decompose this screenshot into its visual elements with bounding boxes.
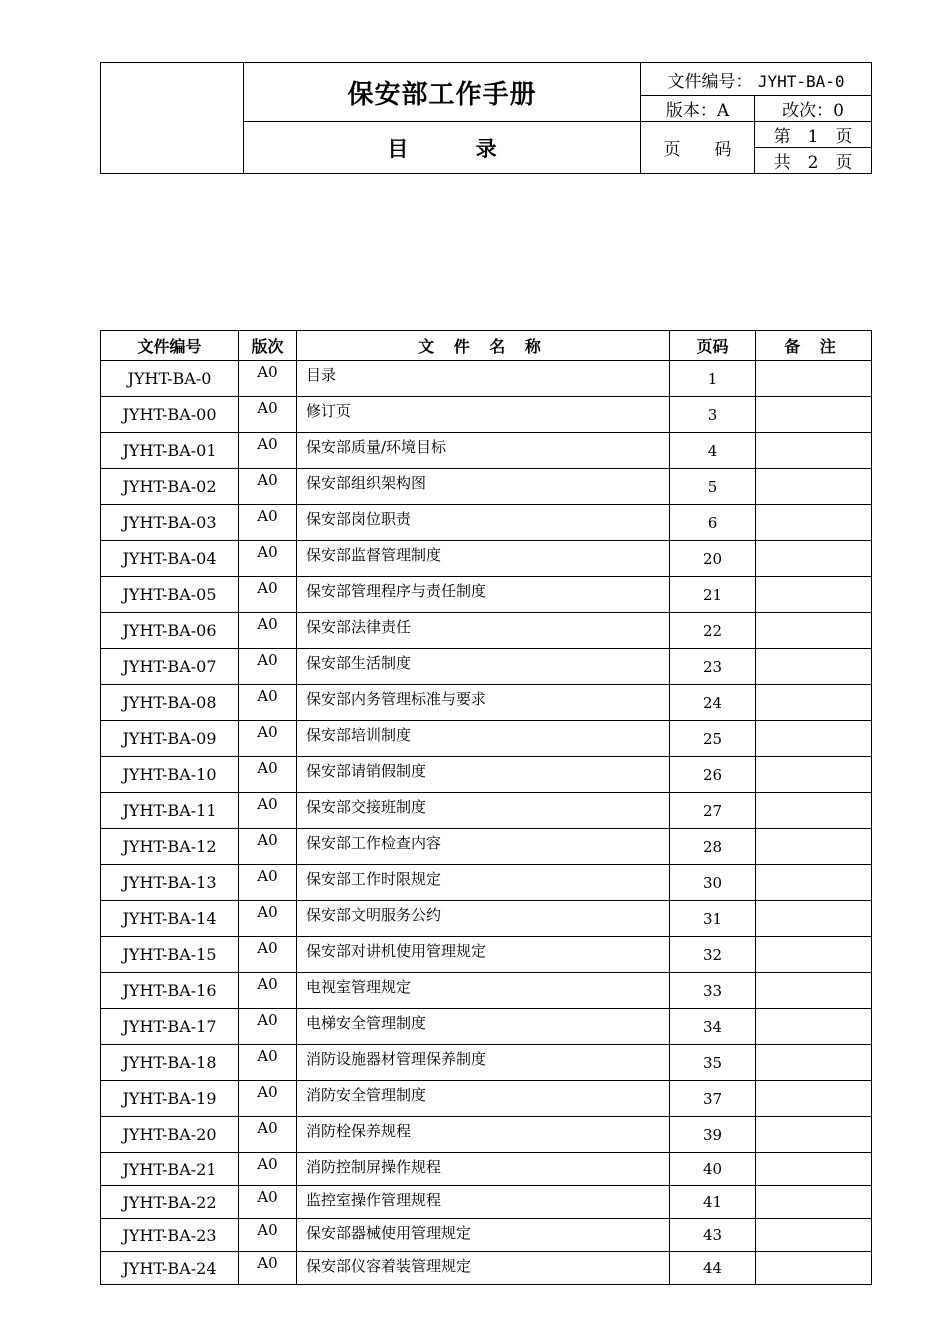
row-doc-name: 消防安全管理制度 <box>297 1081 670 1117</box>
row-doc-number: JYHT-BA-11 <box>101 793 239 829</box>
row-page: 22 <box>670 613 756 649</box>
row-doc-name: 保安部组织架构图 <box>297 469 670 505</box>
table-row <box>101 1252 872 1285</box>
row-doc-number: JYHT-BA-20 <box>101 1117 239 1153</box>
row-page: 23 <box>670 649 756 685</box>
document-header <box>100 62 872 174</box>
row-doc-number: JYHT-BA-14 <box>101 901 239 937</box>
row-doc-number: JYHT-BA-17 <box>101 1009 239 1045</box>
row-doc-number: JYHT-BA-23 <box>101 1219 239 1252</box>
version: 版本：A <box>641 96 755 122</box>
row-doc-name: 保安部交接班制度 <box>297 793 670 829</box>
row-doc-name: 保安部监督管理制度 <box>297 541 670 577</box>
row-version: A0 <box>239 901 297 937</box>
table-row <box>101 469 872 505</box>
row-note <box>756 577 872 613</box>
table-row <box>101 865 872 901</box>
row-doc-name: 消防栓保养规程 <box>297 1117 670 1153</box>
row-page: 4 <box>670 433 756 469</box>
table-row <box>101 1186 872 1219</box>
row-version: A0 <box>239 1117 297 1153</box>
table-row <box>101 901 872 937</box>
row-note <box>756 1219 872 1252</box>
row-note <box>756 1153 872 1186</box>
row-doc-number: JYHT-BA-02 <box>101 469 239 505</box>
table-row <box>101 757 872 793</box>
row-doc-name: 目录 <box>297 361 670 397</box>
row-note <box>756 433 872 469</box>
row-note <box>756 685 872 721</box>
row-note <box>756 793 872 829</box>
table-row <box>101 397 872 433</box>
table-row <box>101 613 872 649</box>
row-page: 25 <box>670 721 756 757</box>
row-version: A0 <box>239 865 297 901</box>
row-doc-number: JYHT-BA-12 <box>101 829 239 865</box>
row-note <box>756 1117 872 1153</box>
row-page: 43 <box>670 1219 756 1252</box>
row-doc-number: JYHT-BA-04 <box>101 541 239 577</box>
row-doc-number: JYHT-BA-05 <box>101 577 239 613</box>
row-note <box>756 649 872 685</box>
row-doc-number: JYHT-BA-19 <box>101 1081 239 1117</box>
row-page: 31 <box>670 901 756 937</box>
row-page: 44 <box>670 1252 756 1285</box>
page-current: 第 1 页 <box>755 122 872 148</box>
row-version: A0 <box>239 1186 297 1219</box>
row-version: A0 <box>239 361 297 397</box>
row-doc-name: 保安部管理程序与责任制度 <box>297 577 670 613</box>
contents-header-row <box>101 331 872 361</box>
table-row <box>101 1081 872 1117</box>
row-doc-number: JYHT-BA-10 <box>101 757 239 793</box>
page-total: 共 2 页 <box>755 148 872 174</box>
row-doc-name: 电梯安全管理制度 <box>297 1009 670 1045</box>
row-version: A0 <box>239 1219 297 1252</box>
table-row <box>101 1009 872 1045</box>
row-note <box>756 613 872 649</box>
row-note <box>756 901 872 937</box>
row-page: 34 <box>670 1009 756 1045</box>
row-doc-name: 保安部质量/环境目标 <box>297 433 670 469</box>
row-note <box>756 829 872 865</box>
row-version: A0 <box>239 829 297 865</box>
row-page: 32 <box>670 937 756 973</box>
row-version: A0 <box>239 649 297 685</box>
row-version: A0 <box>239 541 297 577</box>
table-row <box>101 505 872 541</box>
row-note <box>756 757 872 793</box>
col-doc-name: 文 件 名 称 <box>297 331 670 361</box>
table-row <box>101 721 872 757</box>
row-note <box>756 1045 872 1081</box>
row-doc-name: 保安部请销假制度 <box>297 757 670 793</box>
row-page: 27 <box>670 793 756 829</box>
table-row <box>101 1219 872 1252</box>
row-version: A0 <box>239 433 297 469</box>
table-row <box>101 937 872 973</box>
contents-heading: 目 录 <box>244 122 641 174</box>
row-page: 26 <box>670 757 756 793</box>
row-version: A0 <box>239 721 297 757</box>
row-doc-name: 保安部工作时限规定 <box>297 865 670 901</box>
row-version: A0 <box>239 1252 297 1285</box>
row-version: A0 <box>239 973 297 1009</box>
row-doc-number: JYHT-BA-15 <box>101 937 239 973</box>
row-version: A0 <box>239 793 297 829</box>
row-note <box>756 469 872 505</box>
row-version: A0 <box>239 469 297 505</box>
logo-area <box>101 63 244 174</box>
row-note <box>756 361 872 397</box>
row-doc-name: 修订页 <box>297 397 670 433</box>
table-row <box>101 685 872 721</box>
revision: 改次：0 <box>755 96 872 122</box>
table-row <box>101 541 872 577</box>
row-doc-number: JYHT-BA-24 <box>101 1252 239 1285</box>
doc-number-cell <box>641 63 872 96</box>
row-version: A0 <box>239 1081 297 1117</box>
row-doc-name: 保安部岗位职责 <box>297 505 670 541</box>
table-row <box>101 433 872 469</box>
row-version: A0 <box>239 685 297 721</box>
row-page: 33 <box>670 973 756 1009</box>
row-version: A0 <box>239 1009 297 1045</box>
row-doc-number: JYHT-BA-08 <box>101 685 239 721</box>
row-doc-name: 保安部对讲机使用管理规定 <box>297 937 670 973</box>
row-note <box>756 721 872 757</box>
row-doc-name: 电视室管理规定 <box>297 973 670 1009</box>
row-note <box>756 541 872 577</box>
row-version: A0 <box>239 1153 297 1186</box>
row-version: A0 <box>239 1045 297 1081</box>
row-page: 30 <box>670 865 756 901</box>
col-page: 页码 <box>670 331 756 361</box>
row-doc-number: JYHT-BA-0 <box>101 361 239 397</box>
row-doc-number: JYHT-BA-18 <box>101 1045 239 1081</box>
row-doc-name: 保安部器械使用管理规定 <box>297 1219 670 1252</box>
row-doc-number: JYHT-BA-13 <box>101 865 239 901</box>
row-doc-name: 保安部法律责任 <box>297 613 670 649</box>
row-doc-name: 保安部内务管理标准与要求 <box>297 685 670 721</box>
row-doc-name: 消防设施器材管理保养制度 <box>297 1045 670 1081</box>
row-version: A0 <box>239 613 297 649</box>
row-version: A0 <box>239 937 297 973</box>
row-page: 40 <box>670 1153 756 1186</box>
row-note <box>756 973 872 1009</box>
contents-table <box>100 330 872 1285</box>
row-page: 21 <box>670 577 756 613</box>
doc-number-label: 文件编号： <box>667 71 753 92</box>
row-page: 24 <box>670 685 756 721</box>
row-version: A0 <box>239 505 297 541</box>
row-page: 28 <box>670 829 756 865</box>
row-page: 6 <box>670 505 756 541</box>
row-page: 35 <box>670 1045 756 1081</box>
table-row <box>101 829 872 865</box>
table-row <box>101 649 872 685</box>
table-row <box>101 1153 872 1186</box>
row-doc-number: JYHT-BA-00 <box>101 397 239 433</box>
table-row <box>101 973 872 1009</box>
table-row <box>101 361 872 397</box>
table-row <box>101 1117 872 1153</box>
row-doc-name: 保安部仪容着装管理规定 <box>297 1252 670 1285</box>
row-doc-number: JYHT-BA-21 <box>101 1153 239 1186</box>
row-doc-number: JYHT-BA-22 <box>101 1186 239 1219</box>
row-note <box>756 1081 872 1117</box>
row-note <box>756 1252 872 1285</box>
page-label: 页 码 <box>641 122 755 174</box>
row-note <box>756 937 872 973</box>
row-version: A0 <box>239 397 297 433</box>
row-version: A0 <box>239 757 297 793</box>
row-doc-name: 保安部文明服务公约 <box>297 901 670 937</box>
col-doc-number: 文件编号 <box>101 331 239 361</box>
table-row <box>101 1045 872 1081</box>
row-doc-name: 保安部培训制度 <box>297 721 670 757</box>
col-note: 备 注 <box>756 331 872 361</box>
row-doc-number: JYHT-BA-07 <box>101 649 239 685</box>
row-doc-name: 消防控制屏操作规程 <box>297 1153 670 1186</box>
row-page: 3 <box>670 397 756 433</box>
row-note <box>756 1186 872 1219</box>
row-doc-number: JYHT-BA-06 <box>101 613 239 649</box>
row-page: 41 <box>670 1186 756 1219</box>
row-note <box>756 397 872 433</box>
row-doc-number: JYHT-BA-03 <box>101 505 239 541</box>
row-page: 5 <box>670 469 756 505</box>
doc-number: JYHT-BA-0 <box>757 71 845 91</box>
row-page: 37 <box>670 1081 756 1117</box>
row-note <box>756 865 872 901</box>
col-version: 版次 <box>239 331 297 361</box>
manual-title: 保安部工作手册 <box>244 63 641 122</box>
row-doc-name: 保安部工作检查内容 <box>297 829 670 865</box>
row-note <box>756 505 872 541</box>
row-page: 39 <box>670 1117 756 1153</box>
table-row <box>101 793 872 829</box>
row-version: A0 <box>239 577 297 613</box>
row-doc-number: JYHT-BA-16 <box>101 973 239 1009</box>
row-doc-name: 保安部生活制度 <box>297 649 670 685</box>
row-page: 20 <box>670 541 756 577</box>
row-page: 1 <box>670 361 756 397</box>
row-note <box>756 1009 872 1045</box>
row-doc-number: JYHT-BA-01 <box>101 433 239 469</box>
row-doc-number: JYHT-BA-09 <box>101 721 239 757</box>
table-row <box>101 577 872 613</box>
row-doc-name: 监控室操作管理规程 <box>297 1186 670 1219</box>
